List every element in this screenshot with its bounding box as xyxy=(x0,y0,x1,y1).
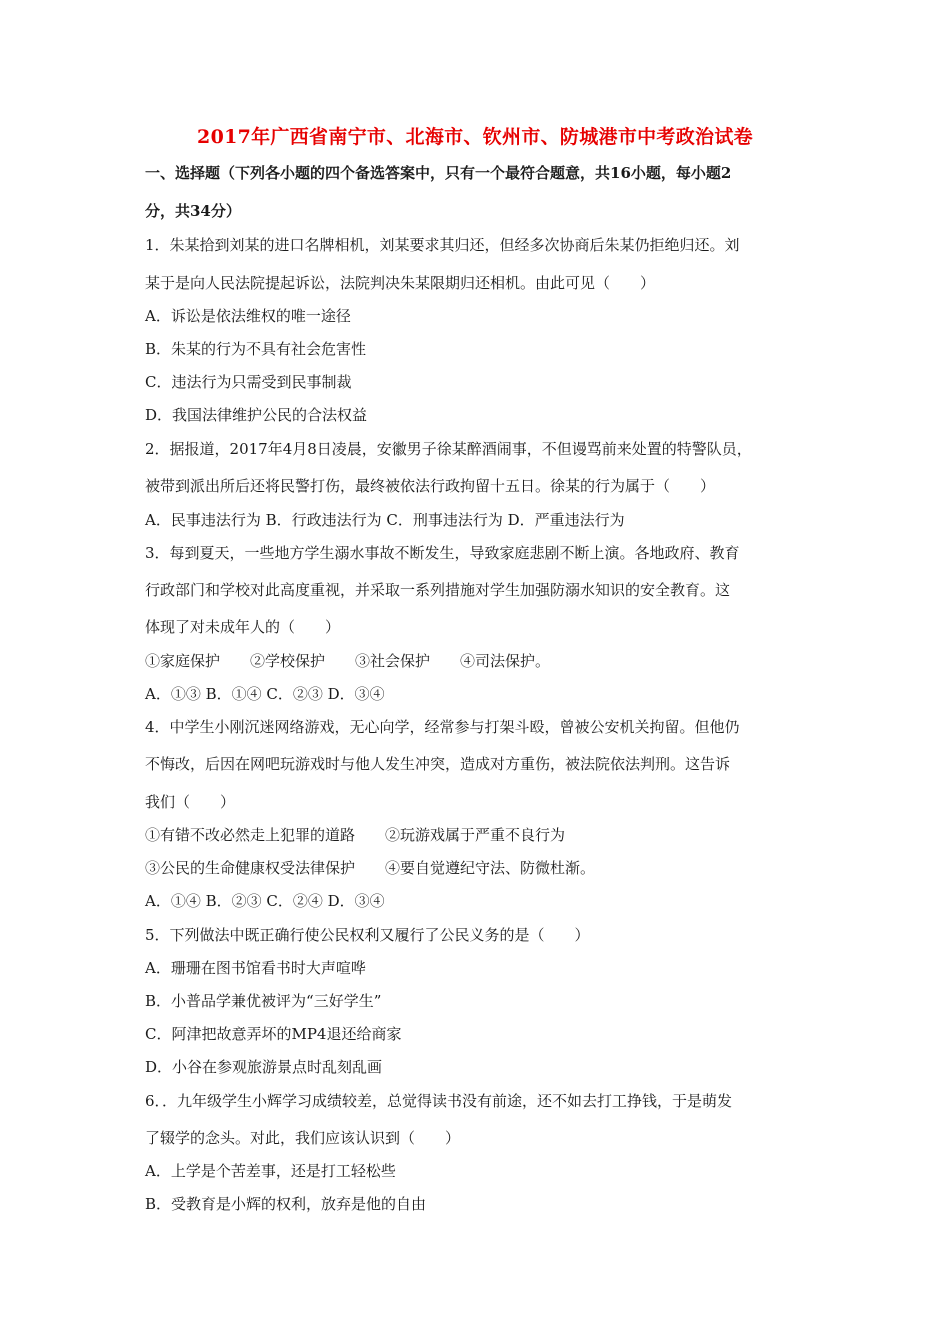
q1-option-b: B．朱某的行为不具有社会危害性 xyxy=(145,340,367,358)
q4-items-line2: ③公民的生命健康权受法律保护 ④要自觉遵纪守法、防微杜渐。 xyxy=(145,859,596,877)
q5-stem: 5．下列做法中既正确行使公民权利又履行了公民义务的是（ ） xyxy=(145,926,590,944)
q5-option-a: A．珊珊在图书馆看书时大声喧哗 xyxy=(145,959,366,977)
q2-options: A．民事违法行为 B．行政违法行为 C．刑事违法行为 D．严重违法行为 xyxy=(145,511,625,529)
q1-option-a: A．诉讼是依法维权的唯一途径 xyxy=(145,307,351,325)
q6-stem-line1: 6．．九年级学生小辉学习成绩较差，总觉得读书没有前途，还不如去打工挣钱，于是萌发 xyxy=(145,1092,733,1110)
q1-stem-line1: 1．朱某拾到刘某的进口名牌相机，刘某要求其归还，但经多次协商后朱某仍拒绝归还。刘 xyxy=(145,236,740,254)
q3-options: A．①③ B．①④ C．②③ D．③④ xyxy=(145,685,385,703)
q3-items: ①家庭保护 ②学校保护 ③社会保护 ④司法保护。 xyxy=(145,652,551,670)
q6-option-a: A．上学是个苦差事，还是打工轻松些 xyxy=(145,1162,396,1180)
q4-stem-line2: 不悔改，后因在网吧玩游戏时与他人发生冲突，造成对方重伤，被法院依法判刑。这告诉 xyxy=(145,755,731,773)
q1-stem-line2: 某于是向人民法院提起诉讼，法院判决朱某限期归还相机。由此可见（ ） xyxy=(145,274,656,292)
q5-option-b: B．小普品学兼优被评为“三好学生” xyxy=(145,992,382,1010)
q4-options: A．①④ B．②③ C．②④ D．③④ xyxy=(145,892,385,910)
q1-option-c: C．违法行为只需受到民事制裁 xyxy=(145,373,352,391)
q3-stem-line3: 体现了对未成年人的（ ） xyxy=(145,618,341,636)
q3-stem-line2: 行政部门和学校对此高度重视，并采取一系列措施对学生加强防溺水知识的安全教育。这 xyxy=(145,581,731,599)
q1-option-d: D．我国法律维护公民的合法权益 xyxy=(145,406,368,424)
q2-stem-line2: 被带到派出所后还将民警打伤，最终被依法行政拘留十五日。徐某的行为属于（ ） xyxy=(145,477,716,495)
q4-stem-line3: 我们（ ） xyxy=(145,793,236,811)
q3-stem-line1: 3．每到夏天，一些地方学生溺水事故不断发生，导致家庭悲剧不断上演。各地政府、教育 xyxy=(145,544,740,562)
q6-option-b: B．受教育是小辉的权利，放弃是他的自由 xyxy=(145,1195,427,1213)
section-heading-line2: 分，共34分） xyxy=(145,202,241,220)
q5-option-c: C．阿津把故意弄坏的MP4退还给商家 xyxy=(145,1025,402,1043)
exam-title: 2017年广西省南宁市、北海市、钦州市、防城港市中考政治试卷 xyxy=(197,126,753,148)
section-heading-line1: 一、选择题（下列各小题的四个备选答案中，只有一个最符合题意，共16小题，每小题2 xyxy=(145,164,732,182)
q4-stem-line1: 4．中学生小刚沉迷网络游戏，无心向学，经常参与打架斗殴，曾被公安机关拘留。但他仍 xyxy=(145,718,740,736)
q4-items-line1: ①有错不改必然走上犯罪的道路 ②玩游戏属于严重不良行为 xyxy=(145,826,566,844)
q5-option-d: D．小谷在参观旅游景点时乱刻乱画 xyxy=(145,1058,383,1076)
q2-stem-line1: 2．据报道，2017年4月8日凌晨，安徽男子徐某醉酒闹事，不但谩骂前来处置的特警队员， xyxy=(145,440,752,458)
q6-stem-line2: 了辍学的念头。对此，我们应该认识到（ ） xyxy=(145,1129,461,1147)
